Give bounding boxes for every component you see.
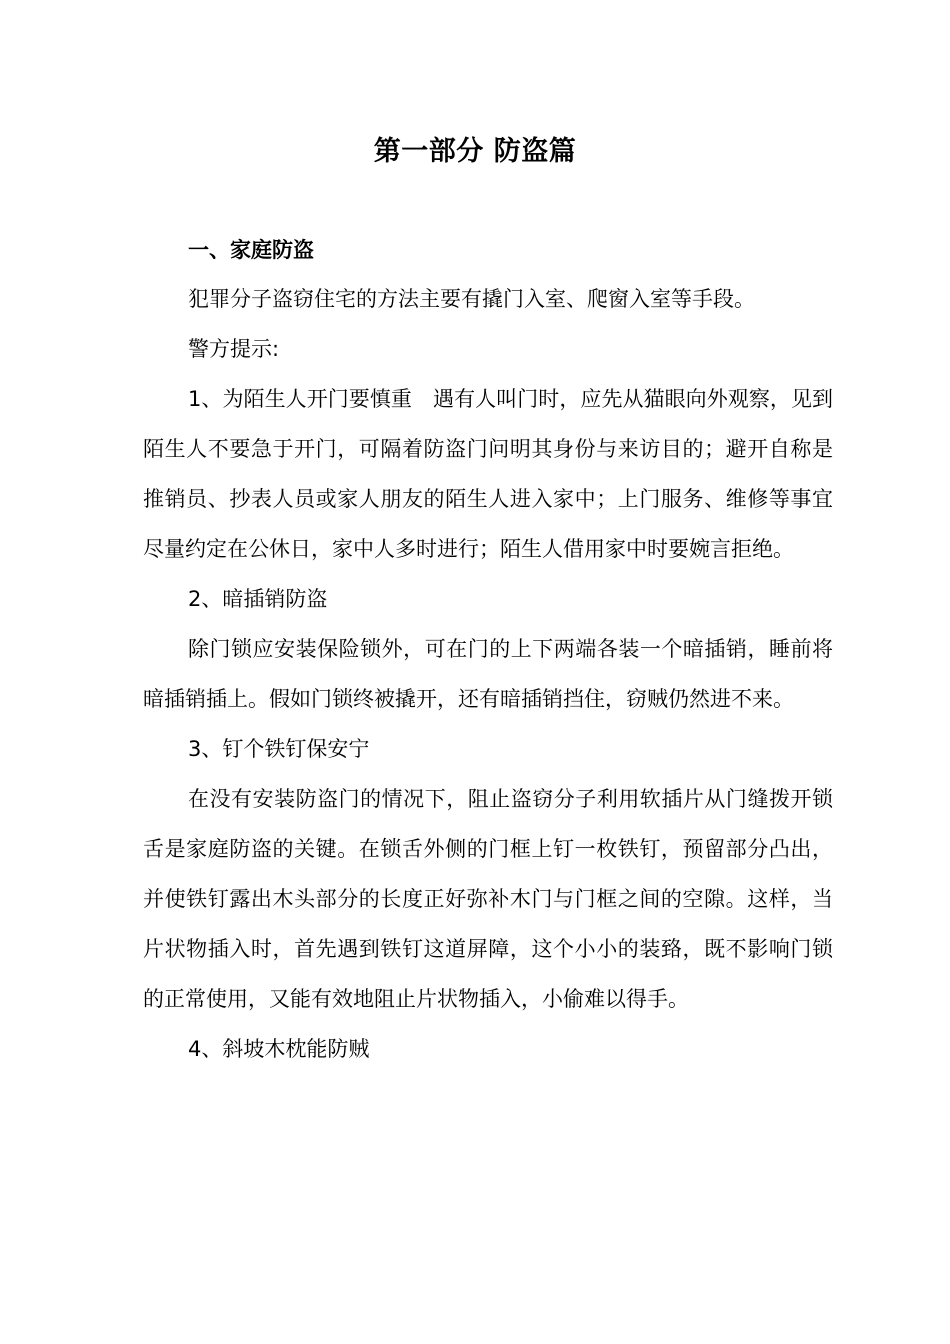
paragraph-intro: 犯罪分子盗窃住宅的方法主要有撬门入室、爬窗入室等手段。 [188,287,755,311]
paragraph-tip-3-body: 在没有安装防盗门的情况下，阻止盗窃分子利用软插片从门缝拨开锁舌是家庭防盗的关键。在锁舌外侧的门框上钉一枚铁钉，预留部分凸出，并使铁钉露出木头部分的长度正好弥补木门与门框之间的空隙。这样，当片状物插入时，首先遇到铁钉这道屏障，这个小小的装臵，既不影响门锁的正常使用，又能有效地阻止片状物插入，小偷难以得手。 [143,787,833,1011]
paragraph-tip-4-heading: 4、斜坡木枕能防贼 [188,1037,370,1061]
paragraph-tip-2-heading: 2、暗插销防盗 [188,587,328,611]
paragraph-police-tips: 警方提示: [188,337,280,361]
paragraph-tip-3-heading: 3、钉个铁钉保安宁 [188,737,370,761]
page-title: 第一部分 防盗篇 [373,136,577,167]
section-heading: 一、家庭防盗 [188,238,314,262]
paragraph-tip-1: 1、为陌生人开门要慎重 遇有人叫门时，应先从猫眼向外观察，见到陌生人不要急于开门，可隔着防盗门问明其身份与来访目的；避开自称是推销员、抄表人员或家人朋友的陌生人进入家中；上门服务、维修等事宜尽量约定在公休日，家中人多时进行；陌生人借用家中时要婉言拒绝。 [143,387,833,561]
document-body [143,274,833,1074]
paragraph-tip-2-body: 除门锁应安装保险锁外，可在门的上下两端各装一个暗插销，睡前将暗插销插上。假如门锁终被撬开，还有暗插销挡住，窃贼仍然进不来。 [143,637,833,711]
